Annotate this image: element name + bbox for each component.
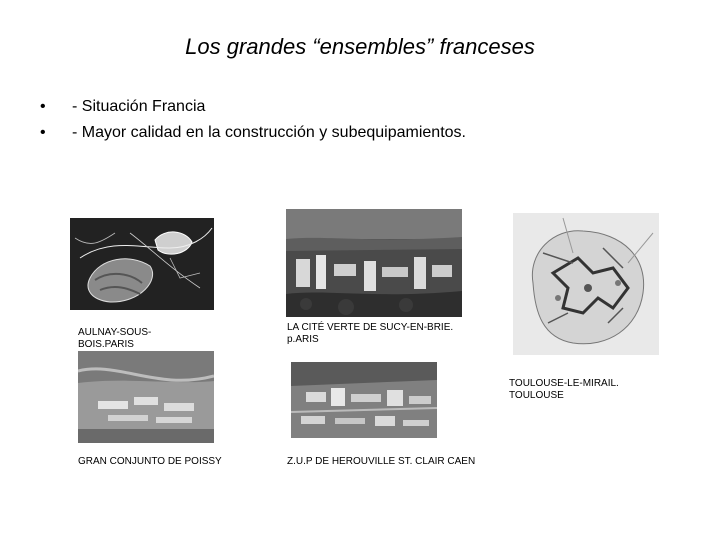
sucy-caption [287, 322, 477, 346]
aulnay-caption [78, 327, 158, 351]
bullet-marker: • [40, 124, 46, 141]
bullet-item [40, 120, 466, 146]
bullet-marker: • [40, 98, 46, 115]
poissy-caption [78, 456, 278, 468]
sucy-caption-line1: LA CITÉ VERTE DE SUCY-EN-BRIE. [287, 322, 454, 333]
poissy-caption-text: GRAN CONJUNTO DE POISSY [78, 456, 222, 467]
aulnay-caption-text: AULNAY-SOUS-BOIS.PARIS [78, 327, 152, 350]
bullet-item [40, 94, 466, 120]
toulouse-caption [509, 378, 669, 402]
slide-title: Los grandes “ensembles” franceses [185, 34, 535, 59]
herouville-photo [291, 362, 437, 438]
herouville-caption [287, 456, 507, 468]
herouville-caption-text: Z.U.P DE HEROUVILLE ST. CLAIR CAEN [287, 456, 476, 467]
toulouse-caption-line1: TOULOUSE-LE-MIRAIL. [509, 378, 619, 389]
sucy-photo [286, 209, 462, 317]
toulouse-caption-line2: TOULOUSE [509, 390, 564, 401]
toulouse-photo [513, 213, 659, 355]
bullet-list [40, 94, 466, 146]
aulnay-photo [70, 218, 214, 310]
sucy-caption-line2: p.ARIS [287, 334, 319, 345]
poissy-photo [78, 351, 214, 443]
bullet-text: - Mayor calidad en la construcción y subequipamientos. [72, 124, 466, 141]
bullet-text: - Situación Francia [72, 98, 206, 115]
